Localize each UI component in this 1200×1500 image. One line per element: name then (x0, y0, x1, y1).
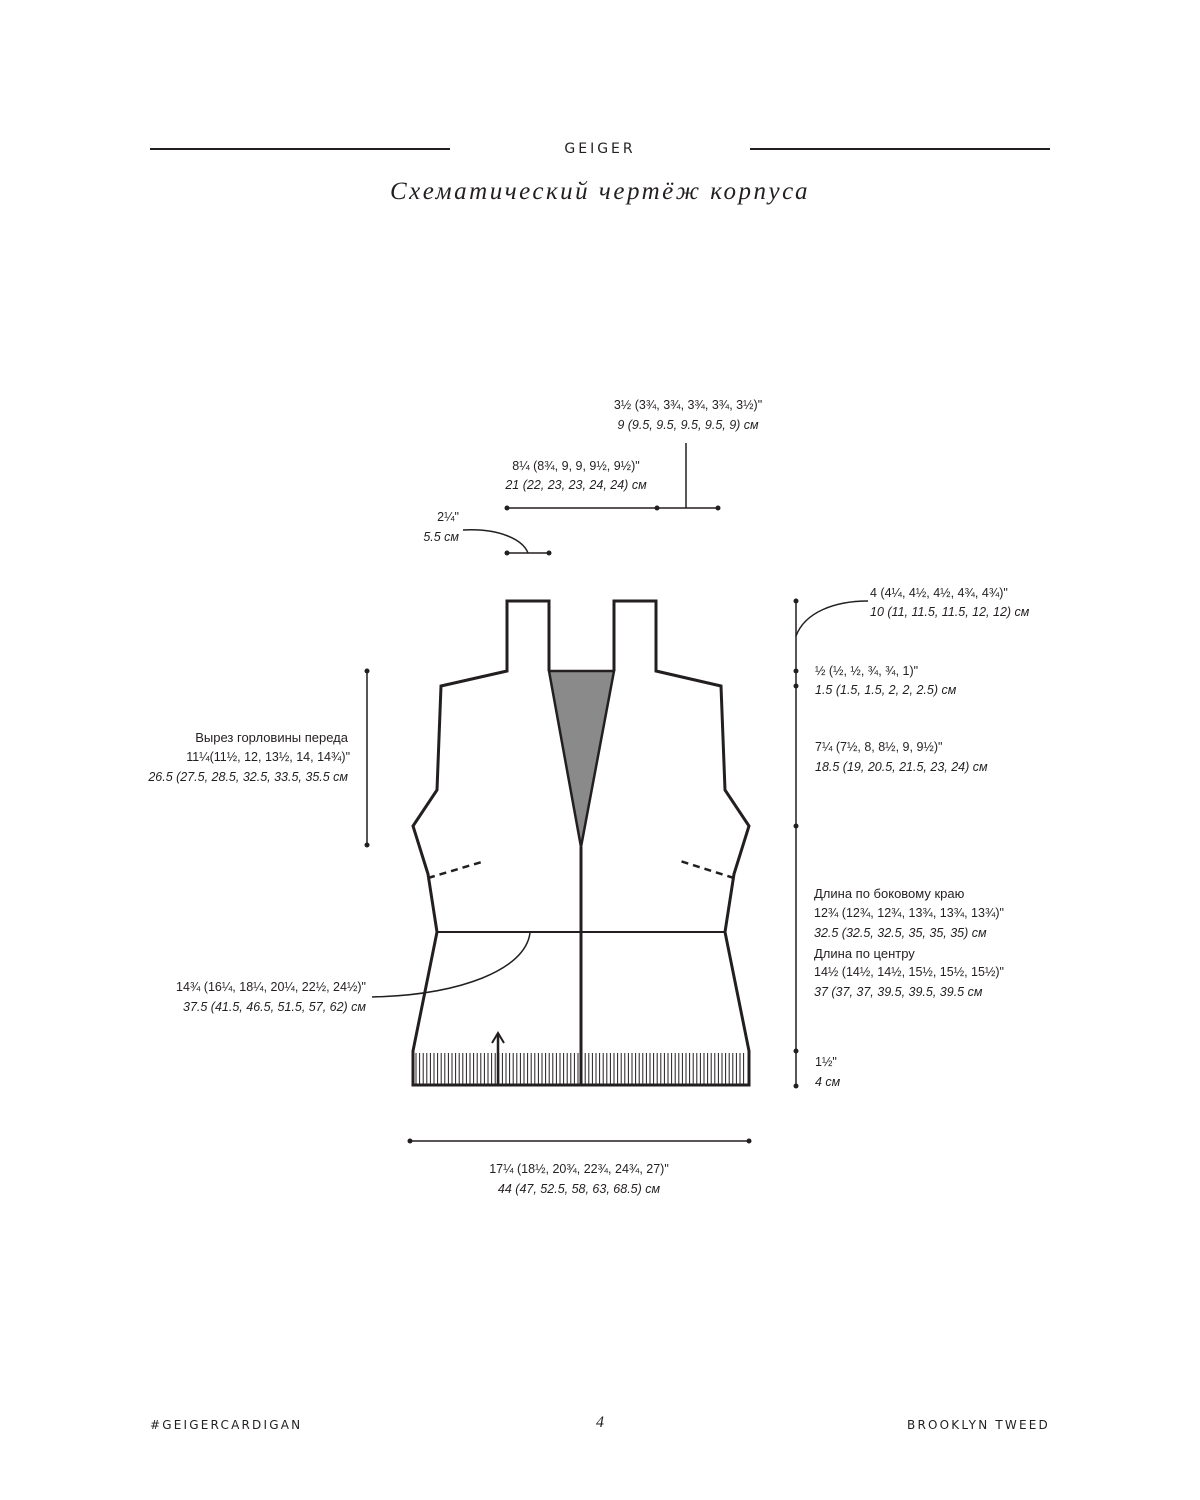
header-brand: GEIGER (564, 141, 636, 157)
label-side-length-cm: 32.5 (32.5, 32.5, 35, 35, 35) см (814, 926, 987, 940)
page-number: 4 (596, 1414, 604, 1431)
label-center-length-cm: 37 (37, 37, 39.5, 39.5, 39.5 см (814, 985, 983, 999)
label-front-neck-cm: 26.5 (27.5, 28.5, 32.5, 33.5, 35.5 см (148, 770, 348, 784)
label-waist-in: 14¾ (16¼, 18¼, 20¼, 22½, 24½)" (176, 980, 366, 994)
page-title: Схематический чертёж корпуса (389, 178, 811, 205)
label-back-neck-in: 3½ (3¾, 3¾, 3¾, 3¾, 3½)" (613, 398, 763, 412)
label-side-length-in: 12¾ (12¾, 12¾, 13¾, 13¾, 13¾)" (814, 906, 1004, 920)
label-armhole-in: 7¼ (7½, 8, 8½, 9, 9½)" (815, 740, 943, 754)
label-shoulder-cm: 21 (22, 23, 23, 24, 24) см (505, 478, 647, 492)
label-hem-in: 17¼ (18½, 20¾, 22¾, 24¾, 27)" (489, 1162, 669, 1176)
label-armhole-cm: 18.5 (19, 20.5, 21.5, 23, 24) см (815, 760, 988, 774)
label-center-length-title: Длина по центру (814, 946, 915, 961)
leader-armhole-top (796, 601, 868, 636)
left-dart (428, 861, 485, 878)
front-neck-shading (549, 671, 614, 847)
label-waist-cm: 37.5 (41.5, 46.5, 51.5, 57, 62) см (183, 1000, 366, 1014)
label-side-length-title: Длина по боковому краю (814, 886, 965, 901)
label-shoulder-slope-in: ½ (½, ½, ¾, ¾, 1)" (815, 664, 919, 678)
footer-hashtag: #GEIGERCARDIGAN (150, 1418, 303, 1432)
label-neck-depth-cm: 5.5 см (423, 530, 459, 544)
label-armhole-top-in: 4 (4¼, 4½, 4½, 4¾, 4¾)" (870, 586, 1008, 600)
label-back-neck-cm: 9 (9.5, 9.5, 9.5, 9.5, 9) см (617, 418, 759, 432)
label-front-neck-in: 11¼(11½, 12, 13½, 14, 14¾)" (186, 750, 350, 764)
footer-publisher: BROOKLYN TWEED (907, 1418, 1050, 1432)
label-neck-depth-in: 2¼" (437, 510, 459, 524)
label-hem-cm: 44 (47, 52.5, 58, 63, 68.5) см (497, 1182, 661, 1196)
leader-waist (372, 933, 530, 997)
label-shoulder-in: 8¼ (8¾, 9, 9, 9½, 9½)" (512, 459, 640, 473)
label-front-neck-title: Вырез горловины переда (195, 730, 348, 745)
label-ribbing-cm: 4 см (815, 1075, 841, 1089)
label-shoulder-slope-cm: 1.5 (1.5, 1.5, 2, 2, 2.5) см (815, 683, 957, 697)
right-dart (680, 861, 734, 878)
label-center-length-in: 14½ (14½, 14½, 15½, 15½, 15½)" (814, 965, 1004, 979)
label-armhole-top-cm: 10 (11, 11.5, 11.5, 12, 12) см (870, 605, 1030, 619)
label-ribbing-in: 1½" (815, 1055, 837, 1069)
leader-neck-depth (463, 530, 528, 553)
